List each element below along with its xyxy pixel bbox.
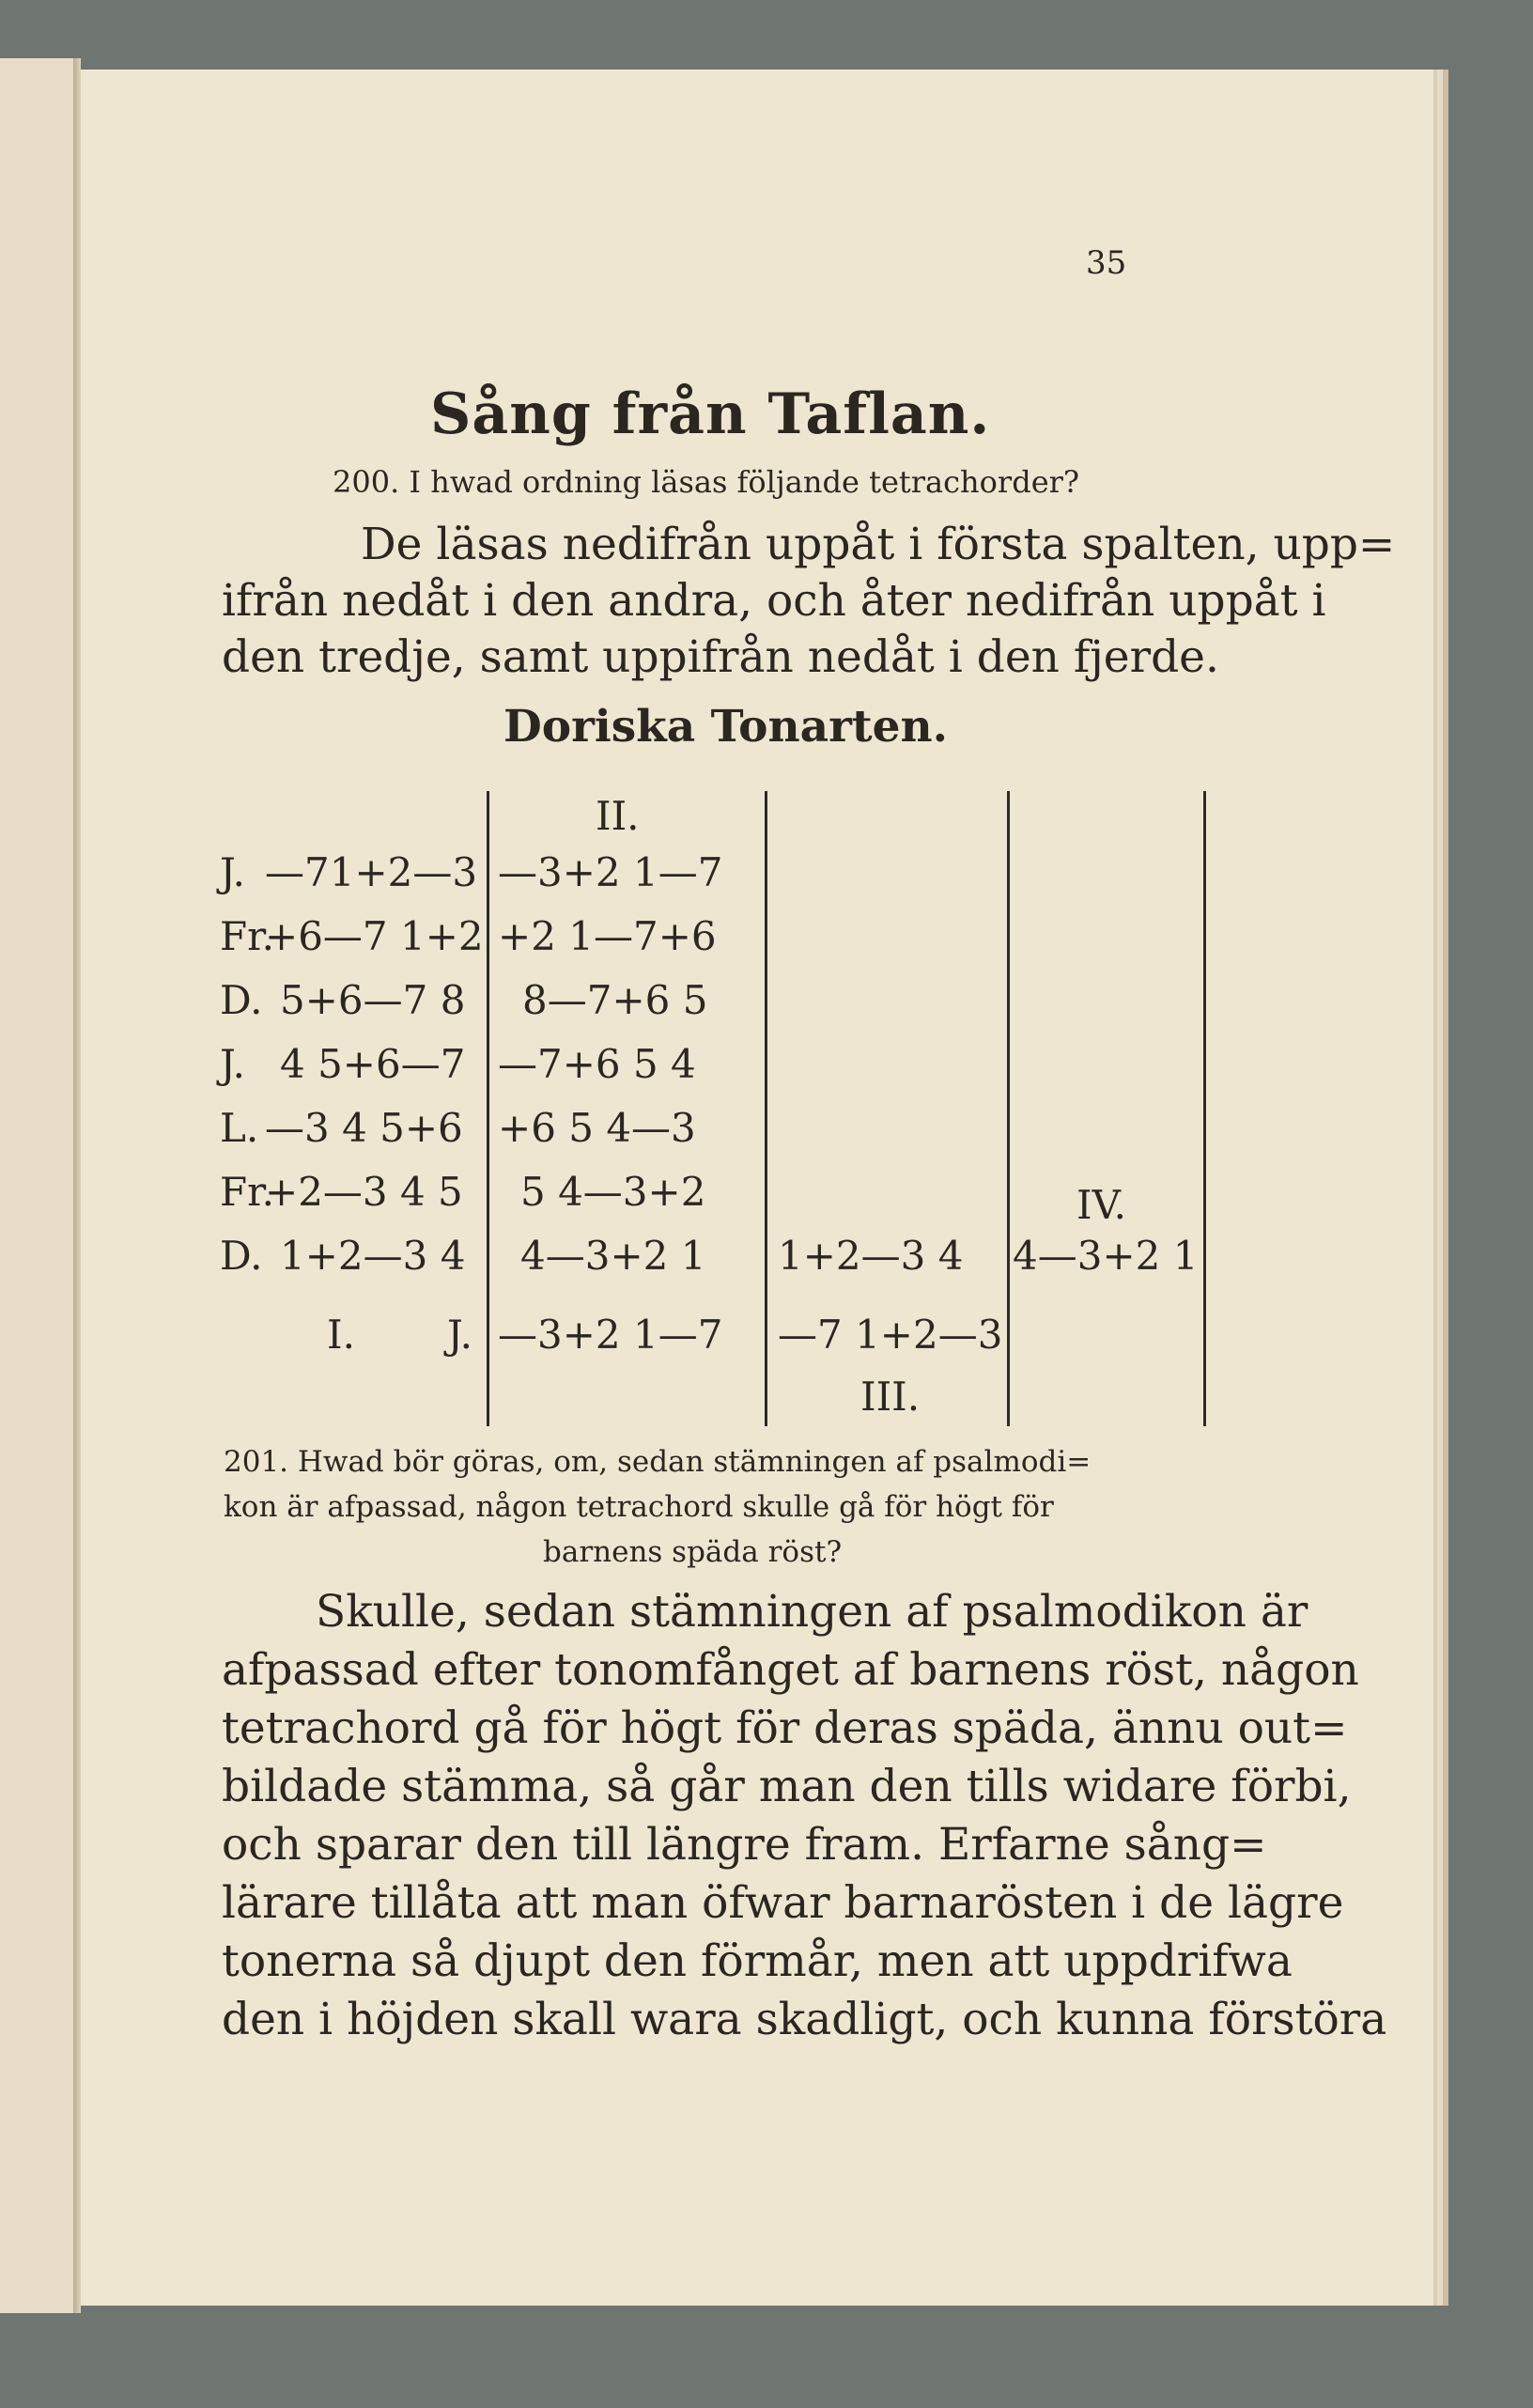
col4-row-1: 4—3+2 1: [1013, 1233, 1199, 1279]
answer-201-line-3: tetrachord gå för högt för deras späda, ännu out=: [222, 1702, 1348, 1754]
row-label-2: Fr.: [220, 913, 274, 959]
col1-row-6: +2—3 4 5: [265, 1169, 463, 1215]
question-201-line-3: barnens späda röst?: [543, 1535, 843, 1569]
column-label-4: IV.: [1076, 1182, 1126, 1228]
row-label-3: D.: [220, 977, 263, 1023]
question-201-line-2: kon är afpassad, någon tetrachord skulle gå för högt för: [224, 1490, 1054, 1524]
col2-row-6: 5 4—3+2: [520, 1169, 706, 1215]
question-201-line-1: 201. Hwad bör göras, om, sedan stämningen af psalmodi=: [224, 1445, 1092, 1479]
row-label-6: Fr.: [220, 1169, 274, 1215]
col1-row-4: 4 5+6—7: [280, 1041, 466, 1087]
col2-row-7: 4—3+2 1: [520, 1233, 706, 1279]
column-label-2: II.: [596, 793, 640, 839]
answer-200-line-1: De läsas nedifrån uppåt i första spalten, upp=: [361, 519, 1396, 570]
column-label-3: III.: [860, 1374, 921, 1420]
col1-row-3: 5+6—7 8: [280, 977, 466, 1023]
column-divider-3: [1007, 791, 1010, 1426]
column-divider-4: [1203, 791, 1206, 1426]
answer-201-line-1: Skulle, sedan stämningen af psalmodikon är: [316, 1586, 1308, 1638]
answer-200-line-2: ifrån nedåt i den andra, och åter nedifrån uppåt i: [222, 575, 1326, 627]
question-200: 200. I hwad ordning läsas följande tetrachorder?: [333, 464, 1080, 500]
col3-row-1: 1+2—3 4: [778, 1233, 964, 1279]
column-divider-2: [765, 791, 767, 1426]
page-number: 35: [1086, 244, 1127, 282]
sub-heading: Doriska Tonarten.: [503, 701, 949, 753]
col2-row-1: —3+2 1—7: [498, 849, 723, 895]
row-label-4: J.: [220, 1041, 245, 1087]
col2-row-4: —7+6 5 4: [498, 1041, 696, 1087]
facing-page-edge: [0, 58, 75, 2313]
col1-row-1: —71+2—3: [265, 849, 478, 895]
answer-201-line-8: den i höjden skall wara skadligt, och kunna förstöra: [222, 1994, 1387, 2045]
answer-201-line-6: lärare tillåta att man öfwar barnarösten i de lägre: [222, 1877, 1344, 1929]
row-label-7: D.: [220, 1233, 263, 1279]
row-label-1: J.: [220, 849, 245, 895]
col2-row-2: +2 1—7+6: [498, 913, 717, 959]
row-label-8: J.: [447, 1312, 472, 1358]
col3-row-2: —7 1+2—3: [778, 1312, 1003, 1358]
col1-row-5: —3 4 5+6: [265, 1105, 463, 1151]
column-label-1: I.: [327, 1312, 355, 1358]
book-gutter: [73, 58, 81, 2313]
row-label-5: L.: [220, 1105, 259, 1151]
col1-row-2: +6—7 1+2: [265, 913, 484, 959]
book-page: [81, 70, 1433, 2306]
col2-row-8: —3+2 1—7: [498, 1312, 723, 1358]
section-heading: Sång från Taflan.: [430, 381, 991, 447]
answer-200-line-3: den tredje, samt uppifrån nedåt i den fjerde.: [222, 631, 1219, 683]
answer-201-line-2: afpassad efter tonomfånget af barnens röst, någon: [222, 1644, 1359, 1696]
answer-201-line-5: och sparar den till längre fram. Erfarne sång=: [222, 1819, 1267, 1871]
col2-row-5: +6 5 4—3: [498, 1105, 696, 1151]
col1-row-7: 1+2—3 4: [280, 1233, 466, 1279]
answer-201-line-4: bildade stämma, så går man den tills widare förbi,: [222, 1761, 1352, 1812]
column-divider-1: [487, 791, 489, 1426]
col2-row-3: 8—7+6 5: [522, 977, 708, 1023]
answer-201-line-7: tonerna så djupt den förmår, men att uppdrifwa: [222, 1935, 1293, 1987]
